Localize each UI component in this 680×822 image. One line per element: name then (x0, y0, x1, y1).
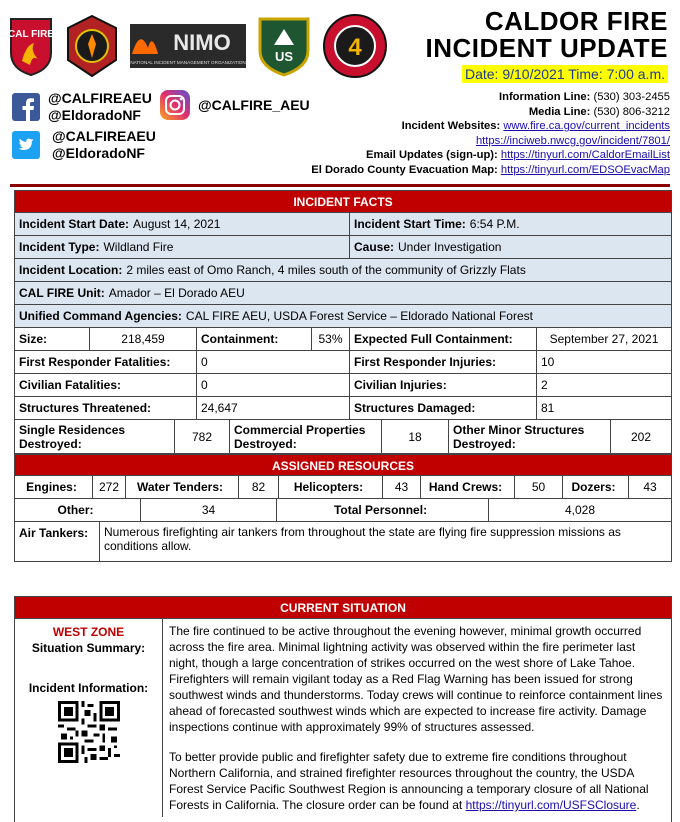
cause-value: Under Investigation (398, 240, 502, 254)
svg-text:NIMO: NIMO (173, 30, 231, 55)
start-time-value: 6:54 P.M. (469, 217, 520, 231)
title-block (426, 8, 668, 84)
twitter-block (12, 128, 156, 162)
svg-text:CAL FIRE: CAL FIRE (8, 29, 54, 40)
closure-link[interactable]: https://tinyurl.com/USFSClosure (465, 798, 637, 812)
size-value: 218,459 (90, 328, 197, 350)
qr-code-icon[interactable] (58, 701, 120, 763)
start-time-label: Incident Start Time: (354, 217, 466, 231)
email-signup-link[interactable]: https://tinyurl.com/CaldorEmailList (500, 149, 670, 162)
total-personnel-value: 4,028 (564, 503, 596, 517)
svg-text:NATIONAL INCIDENT MANAGEMENT O: NATIONAL INCIDENT MANAGEMENT ORGANIZATION (130, 60, 246, 65)
expected-containment-label: Expected Full Containment: (354, 332, 513, 346)
total-personnel-label: Total Personnel: (333, 503, 428, 517)
air-tankers-label: Air Tankers: (19, 526, 89, 540)
civ-injuries-label: Civilian Injuries: (354, 378, 447, 392)
situation-summary-label: Situation Summary: (31, 641, 146, 655)
nimo-logo (130, 24, 246, 68)
incident-information-label: Incident Information: (28, 681, 149, 695)
agency-logos (8, 10, 388, 82)
threatened-value: 24,647 (197, 397, 350, 419)
containment-value: 53% (312, 328, 350, 350)
twitter-handle-calfire[interactable]: @CALFIREAEU (52, 128, 156, 144)
fr-injuries-label: First Responder Injuries: (354, 355, 497, 369)
team3-logo (64, 14, 120, 78)
zone-label: WEST ZONE (52, 625, 125, 639)
incident-type-value: Wildland Fire (103, 240, 174, 254)
other-label: Other: (57, 503, 94, 517)
commercial-value: 18 (382, 420, 449, 453)
water-tenders-label: Water Tenders: (136, 480, 223, 494)
twitter-icon[interactable] (12, 131, 40, 159)
minor-structures-label: Other Minor Structures Destroyed: (453, 422, 585, 451)
location-value: 2 miles east of Omo Ranch, 4 miles south of the community of Grizzly Flats (126, 263, 526, 277)
unified-command-label: Unified Command Agencies: (19, 309, 182, 323)
situation-paragraph-2 (169, 749, 665, 813)
unit-label: CAL FIRE Unit: (19, 286, 105, 300)
website-link-calfire[interactable]: www.fire.ca.gov/current_incidents (503, 120, 670, 133)
closure-text: To better provide public and firefighter safety due to extreme fire conditions throughout Northern California, and strained firefighter resources throughout the country, the USDA Forest Service Pacific Southwest Region is announcing a temporary closure of all National Forests in California. The closure order can be found at (169, 750, 649, 812)
cal-fire-logo (8, 15, 54, 77)
current-situation-heading: CURRENT SITUATION (15, 597, 671, 619)
situation-paragraph-1: The fire continued to be active throughout the evening however, minimal growth occurred across the fire area. Minimal lightning activity was observed within the fire perimeter last night, though a large concentration of strikes occurred on the west shore of Lake Tahoe. Firefighters will remain vigilant today as a Red Flag Warning has been issued for strong southwest winds and thunderstorms. Today crews will continue to reinforce containment lines ahead of forecasted southwest winds which are expected to increase fire activity. Damage inspections continue with approximately 99% of structures assessed. (169, 624, 663, 734)
damaged-label: Structures Damaged: (354, 401, 476, 415)
unit-value: Amador – El Dorado AEU (108, 286, 245, 300)
damaged-value: 81 (541, 401, 555, 415)
unified-command-value: CAL FIRE AEU, USDA Forest Service – Eldorado National Forest (185, 309, 533, 323)
containment-label: Containment: (201, 332, 279, 346)
commercial-label: Commercial Properties Destroyed: (234, 422, 366, 451)
info-line-label: Information Line: (499, 91, 591, 103)
cause-label: Cause: (354, 240, 395, 254)
single-res-value: 782 (175, 420, 230, 453)
size-label: Size: (19, 332, 48, 346)
dozers-label: Dozers: (571, 480, 616, 494)
contact-info (311, 90, 670, 178)
water-tenders-value: 82 (239, 476, 279, 498)
facebook-handle-eldorado[interactable]: @EldoradoNF (48, 107, 141, 123)
forest-service-logo (256, 15, 312, 77)
closure-end: . (636, 798, 640, 812)
websites-label: Incident Websites: (401, 120, 501, 133)
threatened-label: Structures Threatened: (19, 401, 152, 415)
evac-label: El Dorado County Evacuation Map: (311, 163, 498, 176)
facebook-block (12, 90, 152, 124)
fr-fatalities-label: First Responder Fatalities: (19, 355, 171, 369)
expected-containment-value: September 27, 2021 (549, 332, 659, 346)
title-line-2: INCIDENT UPDATE (425, 33, 668, 63)
facebook-handle-calfire[interactable]: @CALFIREAEU (48, 90, 152, 106)
incident-facts-heading: INCIDENT FACTS (15, 191, 671, 213)
dozers-value: 43 (643, 480, 657, 494)
current-situation-table (14, 596, 672, 822)
helicopters-label: Helicopters: (293, 480, 364, 494)
start-date-value: August 14, 2021 (133, 217, 221, 231)
incident-facts-table (14, 190, 672, 562)
assigned-resources-heading: ASSIGNED RESOURCES (15, 454, 671, 476)
media-line-label: Media Line: (528, 105, 591, 118)
title-line-1: CALDOR FIRE (484, 6, 668, 36)
instagram-block (160, 90, 310, 120)
engines-value: 272 (93, 476, 126, 498)
svg-text:4: 4 (348, 34, 362, 61)
fr-injuries-value: 10 (541, 355, 555, 369)
media-line-number: (530) 806-3212 (593, 105, 670, 118)
team4-logo (322, 13, 388, 79)
location-label: Incident Location: (19, 263, 123, 277)
instagram-handle[interactable]: @CALFIRE_AEU (198, 96, 310, 113)
svg-text:US: US (274, 49, 294, 64)
date-line: Date: 9/10/2021 Time: 7:00 a.m. (462, 65, 668, 83)
engines-label: Engines: (26, 480, 77, 494)
minor-structures-value: 202 (630, 429, 652, 444)
other-value: 34 (141, 499, 277, 521)
evac-map-link[interactable]: https://tinyurl.com/EDSOEvacMap (500, 163, 670, 176)
civ-fatalities-value: 0 (197, 374, 350, 396)
website-link-inciweb[interactable]: https://inciweb.nwcg.gov/incident/7801/ (475, 134, 670, 147)
email-label: Email Updates (sign-up): (365, 149, 498, 162)
info-line-number: (530) 303-2455 (593, 91, 670, 103)
hand-crews-label: Hand Crews: (428, 480, 503, 494)
fr-fatalities-value: 0 (197, 351, 350, 373)
civ-fatalities-label: Civilian Fatalities: (19, 378, 122, 392)
single-res-label: Single Residences Destroyed: (19, 422, 126, 451)
twitter-handle-eldorado[interactable]: @EldoradoNF (52, 145, 145, 161)
incident-type-label: Incident Type: (19, 240, 100, 254)
start-date-label: Incident Start Date: (19, 217, 130, 231)
civ-injuries-value: 2 (541, 378, 548, 392)
instagram-icon[interactable] (160, 90, 190, 120)
hand-crews-value: 50 (515, 476, 563, 498)
header-divider (10, 184, 670, 187)
air-tankers-value: Numerous firefighting air tankers from throughout the state are flying fire suppression missions as conditions allow. (104, 525, 621, 553)
facebook-icon[interactable] (12, 93, 40, 121)
helicopters-value: 43 (383, 476, 421, 498)
